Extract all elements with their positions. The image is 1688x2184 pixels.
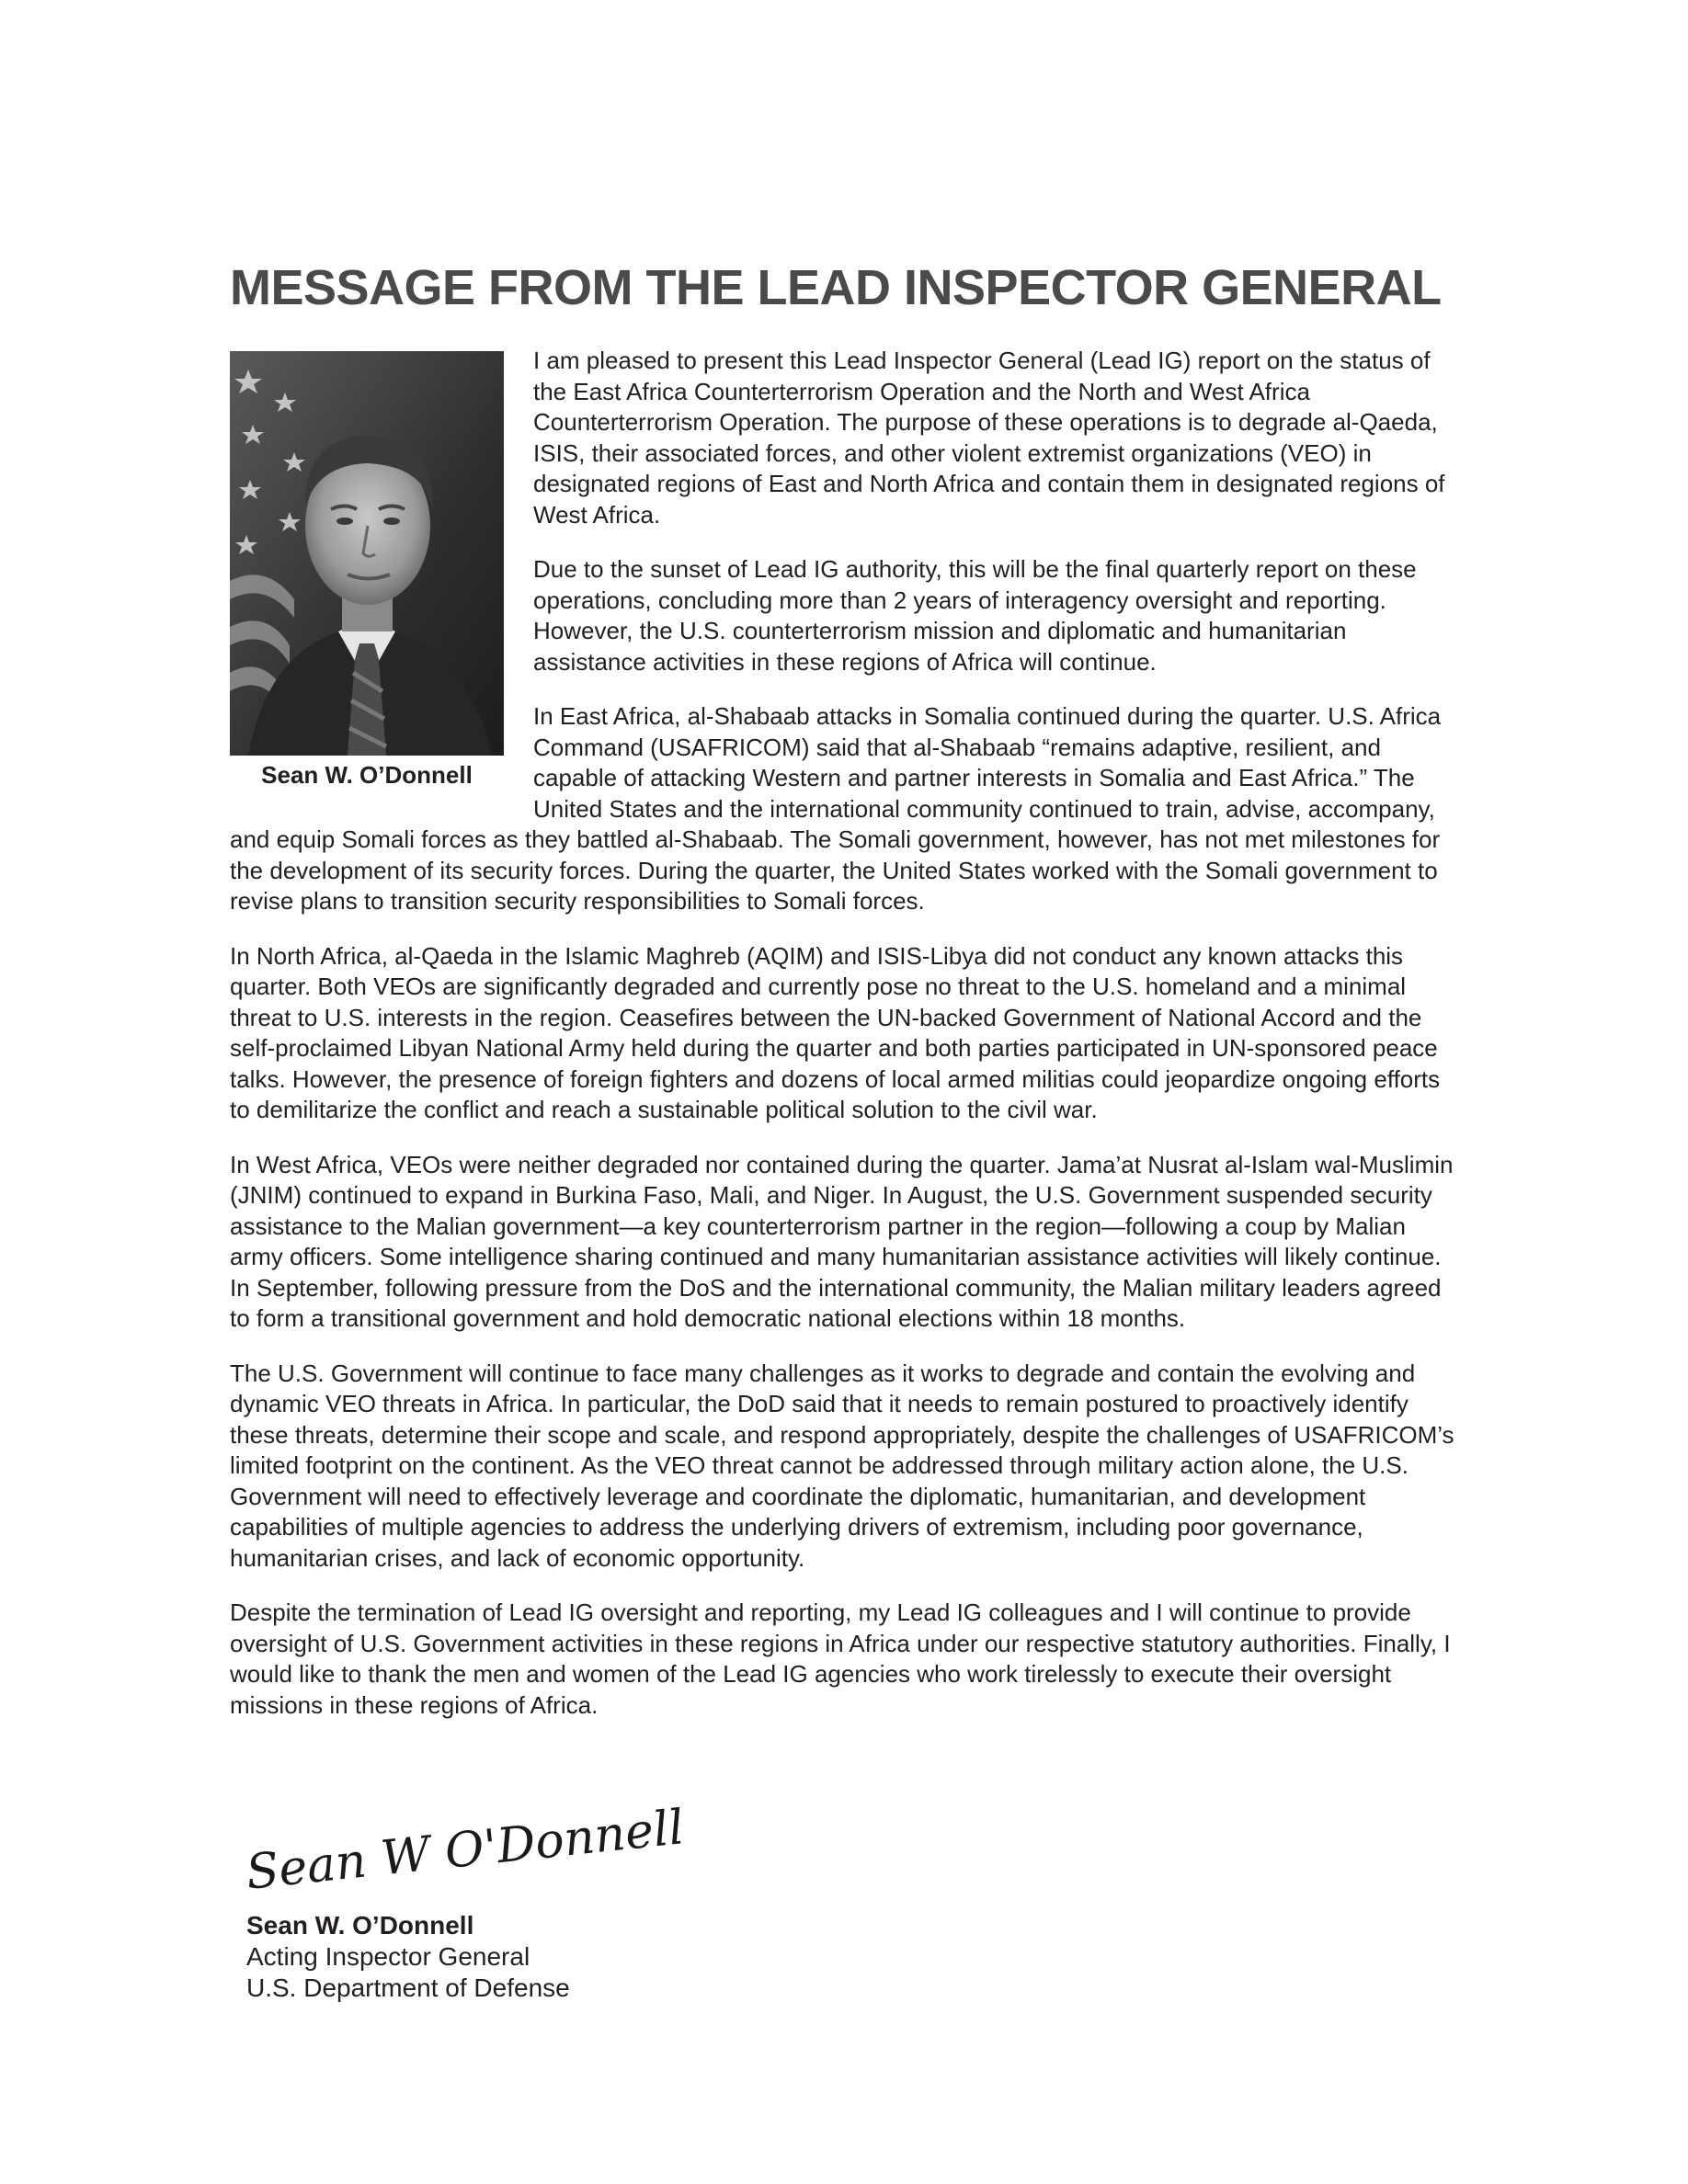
handwritten-signature-icon <box>237 1792 687 1903</box>
portrait-photo-icon <box>230 351 504 756</box>
portrait-figure <box>230 351 504 791</box>
portrait-caption: Sean W. O’Donnell <box>261 761 473 789</box>
paragraph-4: In North Africa, al-Qaeda in the Islamic Maghreb (AQIM) and ISIS-Libya did not conduct any known attacks this quarter. Both VEOs are significantly degraded and currently pose no threat to the U.S. homeland and a minimal threat to U.S. interests in the region. Ceasefires between the UN-backed Government of National Accord and the self-proclaimed Libyan National Army held during the quarter and both parties participated in UN-sponsored peace talks. However, the presence of foreign fighters and dozens of local armed militias could jeopardize ongoing efforts to demilitarize the conflict and reach a sustainable political solution to the civil war. <box>230 941 1441 1123</box>
signatory-organization: U.S. Department of Defense <box>246 1974 570 2002</box>
paragraph-7: Despite the termination of Lead IG oversight and reporting, my Lead IG colleagues and I will continue to provide oversight of U.S. Government activities in these regions in Africa under our respective statutory authorities. Finally, I would like to thank the men and women of the Lead IG agencies who work tirelessly to execute their oversight missions in these regions of Africa. <box>230 1598 1451 1719</box>
signatory-name: Sean W. O’Donnell <box>246 1911 474 1939</box>
paragraph-5: In West Africa, VEOs were neither degraded nor contained during the quarter. Jama’at Nusrat al-Islam wal-Muslimin (JNIM) continued to expand in Burkina Faso, Mali, and Niger. In August, the U.S. Government suspended security assistance to the Malian government—a key counterterrorism partner in the region—following a coup by Malian army officers. Some intelligence sharing continued and many humanitarian assistance activities will likely continue. In September, following pressure from the DoS and the international community, the Malian military leaders agreed to form a transitional government and hold democratic national elections within 18 months. <box>230 1150 1454 1332</box>
paragraph-1: I am pleased to present this Lead Inspector General (Lead IG) report on the status of the East Africa Counterterrorism Operation and the North and West Africa Counterterrorism Operation. The purpose of these operations is to degrade al-Qaeda, ISIS, their associated forces, and other violent extremist organizations (VEO) in designated regions of East and North Africa and contain them in designated regions of West Africa. <box>533 347 1445 529</box>
page-title: MESSAGE FROM THE LEAD INSPECTOR GENERAL <box>230 260 1442 315</box>
paragraph-3: In East Africa, al-Shabaab attacks in Somalia continued during the quarter. U.S. Africa Command (USAFRICOM) said that al-Shabaab “remains adaptive, resilient, and capable of attacking Western and partner interests in Somalia and East Africa.” The United States and the international community continued to train, advise, accompany, and equip Somali forces as they battled al-Shabaab. The Somali government, however, has not met milestones for the development of its security forces. During the quarter, the United States worked with the Somali government to revise plans to transition security responsibilities to Somali forces. <box>230 702 1442 915</box>
signature-block <box>237 1792 687 2004</box>
svg-text:Sean W O'Donnell: Sean W O'Donnell <box>243 1800 687 1901</box>
paragraph-2: Due to the sunset of Lead IG authority, this will be the final quarterly report on these operations, concluding more than 2 years of interagency oversight and reporting. However, the U.S. counterterrorism mission and diplomatic and humanitarian assistance activities in these regions of Africa will continue. <box>533 555 1417 676</box>
signatory-role: Acting Inspector General <box>246 1942 530 1971</box>
paragraph-6: The U.S. Government will continue to face many challenges as it works to degrade and contain the evolving and dynamic VEO threats in Africa. In particular, the DoD said that it needs to remain postured to proactively identify these threats, determine their scope and scale, and respond appropriately, despite the challenges of USAFRICOM’s limited footprint on the continent. As the VEO threat cannot be addressed through military action alone, the U.S. Government will need to effectively leverage and coordinate the diplomatic, humanitarian, and development capabilities of multiple agencies to address the underlying drivers of extremism, including poor governance, humanitarian crises, and lack of economic opportunity. <box>230 1359 1454 1572</box>
